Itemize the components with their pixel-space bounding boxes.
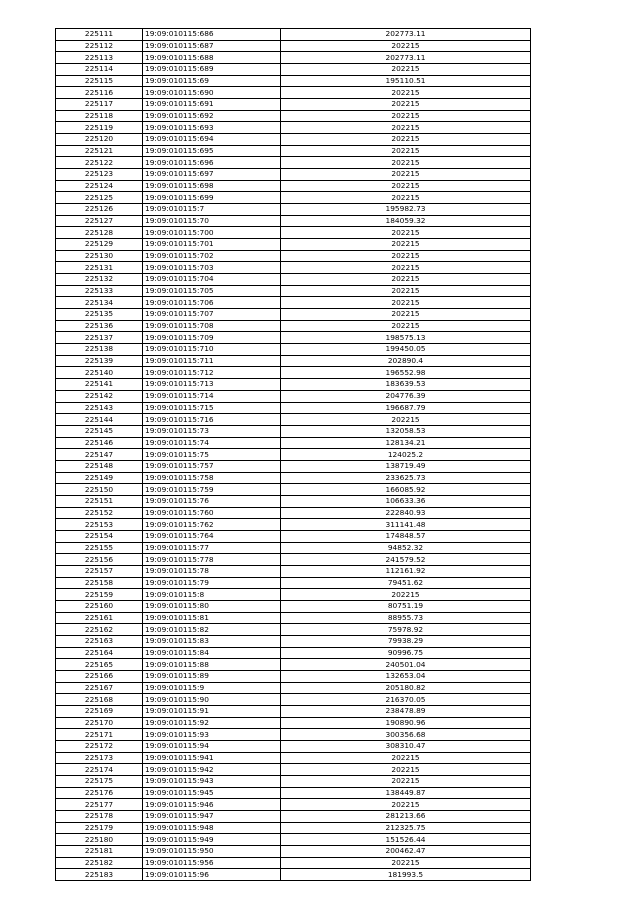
table-row bbox=[56, 565, 531, 577]
value-cell: 233625.73 bbox=[281, 472, 531, 484]
cadastral-number-cell: 19:09:010115:90 bbox=[143, 694, 281, 706]
table-row bbox=[56, 694, 531, 706]
table-row bbox=[56, 624, 531, 636]
value-cell: 202215 bbox=[281, 122, 531, 134]
table-row bbox=[56, 682, 531, 694]
value-cell: 174848.57 bbox=[281, 530, 531, 542]
value-cell: 124025.2 bbox=[281, 449, 531, 461]
cadastral-number-cell: 19:09:010115:93 bbox=[143, 729, 281, 741]
cadastral-number-cell: 19:09:010115:946 bbox=[143, 799, 281, 811]
row-number-cell: 225123 bbox=[56, 169, 143, 181]
row-number-cell: 225165 bbox=[56, 659, 143, 671]
table-row bbox=[56, 670, 531, 682]
table-row bbox=[56, 729, 531, 741]
cadastral-number-cell: 19:09:010115:688 bbox=[143, 52, 281, 64]
cadastral-number-cell: 19:09:010115:712 bbox=[143, 367, 281, 379]
cadastral-number-cell: 19:09:010115:947 bbox=[143, 811, 281, 823]
row-number-cell: 225116 bbox=[56, 87, 143, 99]
table-row bbox=[56, 425, 531, 437]
cadastral-number-cell: 19:09:010115:74 bbox=[143, 437, 281, 449]
table-row bbox=[56, 180, 531, 192]
row-number-cell: 225122 bbox=[56, 157, 143, 169]
table-body bbox=[56, 29, 531, 881]
cadastral-number-cell: 19:09:010115:77 bbox=[143, 542, 281, 554]
table-row bbox=[56, 787, 531, 799]
cadastral-number-cell: 19:09:010115:73 bbox=[143, 425, 281, 437]
table-row bbox=[56, 542, 531, 554]
table-row bbox=[56, 402, 531, 414]
value-cell: 75978.92 bbox=[281, 624, 531, 636]
row-number-cell: 225158 bbox=[56, 577, 143, 589]
table-row bbox=[56, 122, 531, 134]
row-number-cell: 225163 bbox=[56, 635, 143, 647]
value-cell: 94852.32 bbox=[281, 542, 531, 554]
row-number-cell: 225149 bbox=[56, 472, 143, 484]
value-cell: 202890.4 bbox=[281, 355, 531, 367]
row-number-cell: 225125 bbox=[56, 192, 143, 204]
value-cell: 202215 bbox=[281, 262, 531, 274]
cadastral-number-cell: 19:09:010115:8 bbox=[143, 589, 281, 601]
table-row bbox=[56, 87, 531, 99]
table-row bbox=[56, 740, 531, 752]
table-row bbox=[56, 297, 531, 309]
cadastral-number-cell: 19:09:010115:758 bbox=[143, 472, 281, 484]
value-cell: 202215 bbox=[281, 227, 531, 239]
cadastral-number-cell: 19:09:010115:709 bbox=[143, 332, 281, 344]
value-cell: 132058.53 bbox=[281, 425, 531, 437]
row-number-cell: 225148 bbox=[56, 460, 143, 472]
table-row bbox=[56, 554, 531, 566]
value-cell: 106633.36 bbox=[281, 495, 531, 507]
value-cell: 212325.75 bbox=[281, 822, 531, 834]
cadastral-number-cell: 19:09:010115:84 bbox=[143, 647, 281, 659]
cadastral-number-cell: 19:09:010115:81 bbox=[143, 612, 281, 624]
row-number-cell: 225124 bbox=[56, 180, 143, 192]
table-row bbox=[56, 344, 531, 356]
cadastral-number-cell: 19:09:010115:70 bbox=[143, 215, 281, 227]
row-number-cell: 225128 bbox=[56, 227, 143, 239]
value-cell: 202215 bbox=[281, 589, 531, 601]
table-row bbox=[56, 811, 531, 823]
table-row bbox=[56, 612, 531, 624]
cadastral-number-cell: 19:09:010115:694 bbox=[143, 134, 281, 146]
row-number-cell: 225161 bbox=[56, 612, 143, 624]
table-row bbox=[56, 320, 531, 332]
row-number-cell: 225153 bbox=[56, 519, 143, 531]
row-number-cell: 225178 bbox=[56, 811, 143, 823]
cadastral-number-cell: 19:09:010115:956 bbox=[143, 857, 281, 869]
value-cell: 202215 bbox=[281, 274, 531, 286]
cadastral-number-cell: 19:09:010115:80 bbox=[143, 600, 281, 612]
table-row bbox=[56, 589, 531, 601]
value-cell: 202215 bbox=[281, 87, 531, 99]
row-number-cell: 225160 bbox=[56, 600, 143, 612]
row-number-cell: 225174 bbox=[56, 764, 143, 776]
cadastral-number-cell: 19:09:010115:92 bbox=[143, 717, 281, 729]
value-cell: 199450.05 bbox=[281, 344, 531, 356]
value-cell: 195982.73 bbox=[281, 204, 531, 216]
table-row bbox=[56, 776, 531, 788]
cadastral-number-cell: 19:09:010115:760 bbox=[143, 507, 281, 519]
row-number-cell: 225170 bbox=[56, 717, 143, 729]
cadastral-number-cell: 19:09:010115:83 bbox=[143, 635, 281, 647]
row-number-cell: 225143 bbox=[56, 402, 143, 414]
table-row bbox=[56, 869, 531, 881]
table-row bbox=[56, 239, 531, 251]
cadastral-number-cell: 19:09:010115:96 bbox=[143, 869, 281, 881]
table-row bbox=[56, 390, 531, 402]
row-number-cell: 225169 bbox=[56, 705, 143, 717]
value-cell: 202215 bbox=[281, 309, 531, 321]
cadastral-number-cell: 19:09:010115:949 bbox=[143, 834, 281, 846]
value-cell: 202215 bbox=[281, 776, 531, 788]
row-number-cell: 225151 bbox=[56, 495, 143, 507]
table-row bbox=[56, 192, 531, 204]
table-row bbox=[56, 857, 531, 869]
row-number-cell: 225133 bbox=[56, 285, 143, 297]
value-cell: 202215 bbox=[281, 297, 531, 309]
value-cell: 202215 bbox=[281, 40, 531, 52]
value-cell: 196687.79 bbox=[281, 402, 531, 414]
cadastral-number-cell: 19:09:010115:689 bbox=[143, 64, 281, 76]
value-cell: 202215 bbox=[281, 157, 531, 169]
value-cell: 308310.47 bbox=[281, 740, 531, 752]
value-cell: 281213.66 bbox=[281, 811, 531, 823]
value-cell: 202773.11 bbox=[281, 29, 531, 41]
cadastral-number-cell: 19:09:010115:778 bbox=[143, 554, 281, 566]
row-number-cell: 225114 bbox=[56, 64, 143, 76]
cadastral-number-cell: 19:09:010115:702 bbox=[143, 250, 281, 262]
table-row bbox=[56, 495, 531, 507]
cadastral-number-cell: 19:09:010115:690 bbox=[143, 87, 281, 99]
value-cell: 300356.68 bbox=[281, 729, 531, 741]
row-number-cell: 225138 bbox=[56, 344, 143, 356]
cadastral-number-cell: 19:09:010115:710 bbox=[143, 344, 281, 356]
value-cell: 190890.96 bbox=[281, 717, 531, 729]
table-row bbox=[56, 834, 531, 846]
row-number-cell: 225179 bbox=[56, 822, 143, 834]
row-number-cell: 225164 bbox=[56, 647, 143, 659]
value-cell: 79451.62 bbox=[281, 577, 531, 589]
cadastral-number-cell: 19:09:010115:699 bbox=[143, 192, 281, 204]
value-cell: 80751.19 bbox=[281, 600, 531, 612]
cadastral-number-cell: 19:09:010115:88 bbox=[143, 659, 281, 671]
table-row bbox=[56, 752, 531, 764]
table-row bbox=[56, 705, 531, 717]
value-cell: 202215 bbox=[281, 250, 531, 262]
table-row bbox=[56, 507, 531, 519]
cadastral-number-cell: 19:09:010115:691 bbox=[143, 99, 281, 111]
table-row bbox=[56, 717, 531, 729]
value-cell: 198575.13 bbox=[281, 332, 531, 344]
value-cell: 195110.51 bbox=[281, 75, 531, 87]
table-row bbox=[56, 227, 531, 239]
table-row bbox=[56, 414, 531, 426]
row-number-cell: 225120 bbox=[56, 134, 143, 146]
cadastral-number-cell: 19:09:010115:697 bbox=[143, 169, 281, 181]
row-number-cell: 225118 bbox=[56, 110, 143, 122]
table-row bbox=[56, 659, 531, 671]
cadastral-number-cell: 19:09:010115:687 bbox=[143, 40, 281, 52]
cadastral-number-cell: 19:09:010115:714 bbox=[143, 390, 281, 402]
table-row bbox=[56, 379, 531, 391]
cadastral-number-cell: 19:09:010115:708 bbox=[143, 320, 281, 332]
table-row bbox=[56, 250, 531, 262]
cadastral-number-cell: 19:09:010115:707 bbox=[143, 309, 281, 321]
cadastral-number-cell: 19:09:010115:706 bbox=[143, 297, 281, 309]
table-row bbox=[56, 52, 531, 64]
value-cell: 202215 bbox=[281, 99, 531, 111]
table-row bbox=[56, 367, 531, 379]
value-cell: 241579.52 bbox=[281, 554, 531, 566]
row-number-cell: 225112 bbox=[56, 40, 143, 52]
cadastral-number-cell: 19:09:010115:78 bbox=[143, 565, 281, 577]
value-cell: 202215 bbox=[281, 134, 531, 146]
cadastral-number-cell: 19:09:010115:757 bbox=[143, 460, 281, 472]
value-cell: 202215 bbox=[281, 192, 531, 204]
cadastral-number-cell: 19:09:010115:89 bbox=[143, 670, 281, 682]
value-cell: 128134.21 bbox=[281, 437, 531, 449]
table-row bbox=[56, 530, 531, 542]
table-row bbox=[56, 846, 531, 858]
table-row bbox=[56, 355, 531, 367]
row-number-cell: 225140 bbox=[56, 367, 143, 379]
row-number-cell: 225150 bbox=[56, 484, 143, 496]
cadastral-number-cell: 19:09:010115:941 bbox=[143, 752, 281, 764]
table-row bbox=[56, 64, 531, 76]
cadastral-number-cell: 19:09:010115:9 bbox=[143, 682, 281, 694]
value-cell: 202215 bbox=[281, 110, 531, 122]
cadastral-number-cell: 19:09:010115:695 bbox=[143, 145, 281, 157]
row-number-cell: 225177 bbox=[56, 799, 143, 811]
table-row bbox=[56, 40, 531, 52]
cadastral-number-cell: 19:09:010115:700 bbox=[143, 227, 281, 239]
value-cell: 181993.5 bbox=[281, 869, 531, 881]
cadastral-number-cell: 19:09:010115:704 bbox=[143, 274, 281, 286]
value-cell: 216370.05 bbox=[281, 694, 531, 706]
row-number-cell: 225142 bbox=[56, 390, 143, 402]
table-row bbox=[56, 262, 531, 274]
value-cell: 202215 bbox=[281, 285, 531, 297]
cadastral-number-cell: 19:09:010115:79 bbox=[143, 577, 281, 589]
row-number-cell: 225137 bbox=[56, 332, 143, 344]
value-cell: 240501.04 bbox=[281, 659, 531, 671]
row-number-cell: 225144 bbox=[56, 414, 143, 426]
table-row bbox=[56, 519, 531, 531]
table-row bbox=[56, 472, 531, 484]
row-number-cell: 225146 bbox=[56, 437, 143, 449]
cadastral-number-cell: 19:09:010115:696 bbox=[143, 157, 281, 169]
value-cell: 90996.75 bbox=[281, 647, 531, 659]
cadastral-number-cell: 19:09:010115:950 bbox=[143, 846, 281, 858]
row-number-cell: 225159 bbox=[56, 589, 143, 601]
row-number-cell: 225168 bbox=[56, 694, 143, 706]
table-row bbox=[56, 449, 531, 461]
table-row bbox=[56, 99, 531, 111]
table-row bbox=[56, 647, 531, 659]
table-row bbox=[56, 145, 531, 157]
cadastral-number-cell: 19:09:010115:693 bbox=[143, 122, 281, 134]
row-number-cell: 225113 bbox=[56, 52, 143, 64]
value-cell: 138449.87 bbox=[281, 787, 531, 799]
cadastral-number-cell: 19:09:010115:91 bbox=[143, 705, 281, 717]
row-number-cell: 225156 bbox=[56, 554, 143, 566]
cadastral-number-cell: 19:09:010115:713 bbox=[143, 379, 281, 391]
value-cell: 202215 bbox=[281, 414, 531, 426]
value-cell: 202215 bbox=[281, 752, 531, 764]
table-row bbox=[56, 274, 531, 286]
table-row bbox=[56, 600, 531, 612]
row-number-cell: 225117 bbox=[56, 99, 143, 111]
row-number-cell: 225157 bbox=[56, 565, 143, 577]
table-row bbox=[56, 204, 531, 216]
table-row bbox=[56, 635, 531, 647]
value-cell: 202215 bbox=[281, 169, 531, 181]
cadastral-number-cell: 19:09:010115:942 bbox=[143, 764, 281, 776]
cadastral-number-cell: 19:09:010115:75 bbox=[143, 449, 281, 461]
row-number-cell: 225135 bbox=[56, 309, 143, 321]
value-cell: 205180.82 bbox=[281, 682, 531, 694]
cadastral-number-cell: 19:09:010115:716 bbox=[143, 414, 281, 426]
value-cell: 202215 bbox=[281, 145, 531, 157]
value-cell: 184059.32 bbox=[281, 215, 531, 227]
cadastral-number-cell: 19:09:010115:762 bbox=[143, 519, 281, 531]
row-number-cell: 225145 bbox=[56, 425, 143, 437]
row-number-cell: 225172 bbox=[56, 740, 143, 752]
table-row bbox=[56, 460, 531, 472]
value-cell: 222840.93 bbox=[281, 507, 531, 519]
row-number-cell: 225155 bbox=[56, 542, 143, 554]
value-cell: 200462.47 bbox=[281, 846, 531, 858]
row-number-cell: 225147 bbox=[56, 449, 143, 461]
row-number-cell: 225176 bbox=[56, 787, 143, 799]
row-number-cell: 225111 bbox=[56, 29, 143, 41]
value-cell: 311141.48 bbox=[281, 519, 531, 531]
value-cell: 238478.89 bbox=[281, 705, 531, 717]
value-cell: 132653.04 bbox=[281, 670, 531, 682]
row-number-cell: 225154 bbox=[56, 530, 143, 542]
row-number-cell: 225166 bbox=[56, 670, 143, 682]
cadastral-number-cell: 19:09:010115:764 bbox=[143, 530, 281, 542]
value-cell: 88955.73 bbox=[281, 612, 531, 624]
value-cell: 202215 bbox=[281, 320, 531, 332]
cadastral-number-cell: 19:09:010115:692 bbox=[143, 110, 281, 122]
table-row bbox=[56, 764, 531, 776]
table-row bbox=[56, 822, 531, 834]
table-row bbox=[56, 215, 531, 227]
table-row bbox=[56, 332, 531, 344]
row-number-cell: 225175 bbox=[56, 776, 143, 788]
value-cell: 202215 bbox=[281, 799, 531, 811]
table-row bbox=[56, 134, 531, 146]
row-number-cell: 225182 bbox=[56, 857, 143, 869]
row-number-cell: 225131 bbox=[56, 262, 143, 274]
cadastral-number-cell: 19:09:010115:7 bbox=[143, 204, 281, 216]
value-cell: 202215 bbox=[281, 180, 531, 192]
value-cell: 202215 bbox=[281, 239, 531, 251]
cadastral-number-cell: 19:09:010115:69 bbox=[143, 75, 281, 87]
row-number-cell: 225121 bbox=[56, 145, 143, 157]
row-number-cell: 225136 bbox=[56, 320, 143, 332]
row-number-cell: 225129 bbox=[56, 239, 143, 251]
row-number-cell: 225180 bbox=[56, 834, 143, 846]
cadastral-number-cell: 19:09:010115:76 bbox=[143, 495, 281, 507]
row-number-cell: 225130 bbox=[56, 250, 143, 262]
row-number-cell: 225167 bbox=[56, 682, 143, 694]
row-number-cell: 225134 bbox=[56, 297, 143, 309]
value-cell: 202215 bbox=[281, 857, 531, 869]
cadastral-number-cell: 19:09:010115:715 bbox=[143, 402, 281, 414]
cadastral-number-cell: 19:09:010115:698 bbox=[143, 180, 281, 192]
table-row bbox=[56, 29, 531, 41]
table-row bbox=[56, 110, 531, 122]
row-number-cell: 225141 bbox=[56, 379, 143, 391]
cadastral-number-cell: 19:09:010115:686 bbox=[143, 29, 281, 41]
row-number-cell: 225162 bbox=[56, 624, 143, 636]
row-number-cell: 225127 bbox=[56, 215, 143, 227]
row-number-cell: 225139 bbox=[56, 355, 143, 367]
row-number-cell: 225173 bbox=[56, 752, 143, 764]
value-cell: 151526.44 bbox=[281, 834, 531, 846]
value-cell: 183639.53 bbox=[281, 379, 531, 391]
cadastral-number-cell: 19:09:010115:94 bbox=[143, 740, 281, 752]
table-row bbox=[56, 157, 531, 169]
value-cell: 166085.92 bbox=[281, 484, 531, 496]
cadastral-number-cell: 19:09:010115:711 bbox=[143, 355, 281, 367]
value-cell: 202215 bbox=[281, 64, 531, 76]
row-number-cell: 225181 bbox=[56, 846, 143, 858]
row-number-cell: 225183 bbox=[56, 869, 143, 881]
cadastral-number-cell: 19:09:010115:759 bbox=[143, 484, 281, 496]
row-number-cell: 225115 bbox=[56, 75, 143, 87]
cadastral-number-cell: 19:09:010115:703 bbox=[143, 262, 281, 274]
value-cell: 79938.29 bbox=[281, 635, 531, 647]
value-cell: 112161.92 bbox=[281, 565, 531, 577]
value-cell: 204776.39 bbox=[281, 390, 531, 402]
value-cell: 202773.11 bbox=[281, 52, 531, 64]
row-number-cell: 225152 bbox=[56, 507, 143, 519]
value-cell: 196552.98 bbox=[281, 367, 531, 379]
table-row bbox=[56, 799, 531, 811]
cadastral-number-cell: 19:09:010115:82 bbox=[143, 624, 281, 636]
value-cell: 202215 bbox=[281, 764, 531, 776]
table-row bbox=[56, 437, 531, 449]
row-number-cell: 225119 bbox=[56, 122, 143, 134]
table-row bbox=[56, 169, 531, 181]
table-row bbox=[56, 285, 531, 297]
row-number-cell: 225126 bbox=[56, 204, 143, 216]
table-row bbox=[56, 577, 531, 589]
cadastral-value-table bbox=[55, 28, 531, 881]
table-row bbox=[56, 75, 531, 87]
cadastral-number-cell: 19:09:010115:705 bbox=[143, 285, 281, 297]
row-number-cell: 225132 bbox=[56, 274, 143, 286]
row-number-cell: 225171 bbox=[56, 729, 143, 741]
cadastral-number-cell: 19:09:010115:945 bbox=[143, 787, 281, 799]
table-row bbox=[56, 309, 531, 321]
table-row bbox=[56, 484, 531, 496]
cadastral-number-cell: 19:09:010115:701 bbox=[143, 239, 281, 251]
value-cell: 138719.49 bbox=[281, 460, 531, 472]
cadastral-number-cell: 19:09:010115:943 bbox=[143, 776, 281, 788]
cadastral-number-cell: 19:09:010115:948 bbox=[143, 822, 281, 834]
